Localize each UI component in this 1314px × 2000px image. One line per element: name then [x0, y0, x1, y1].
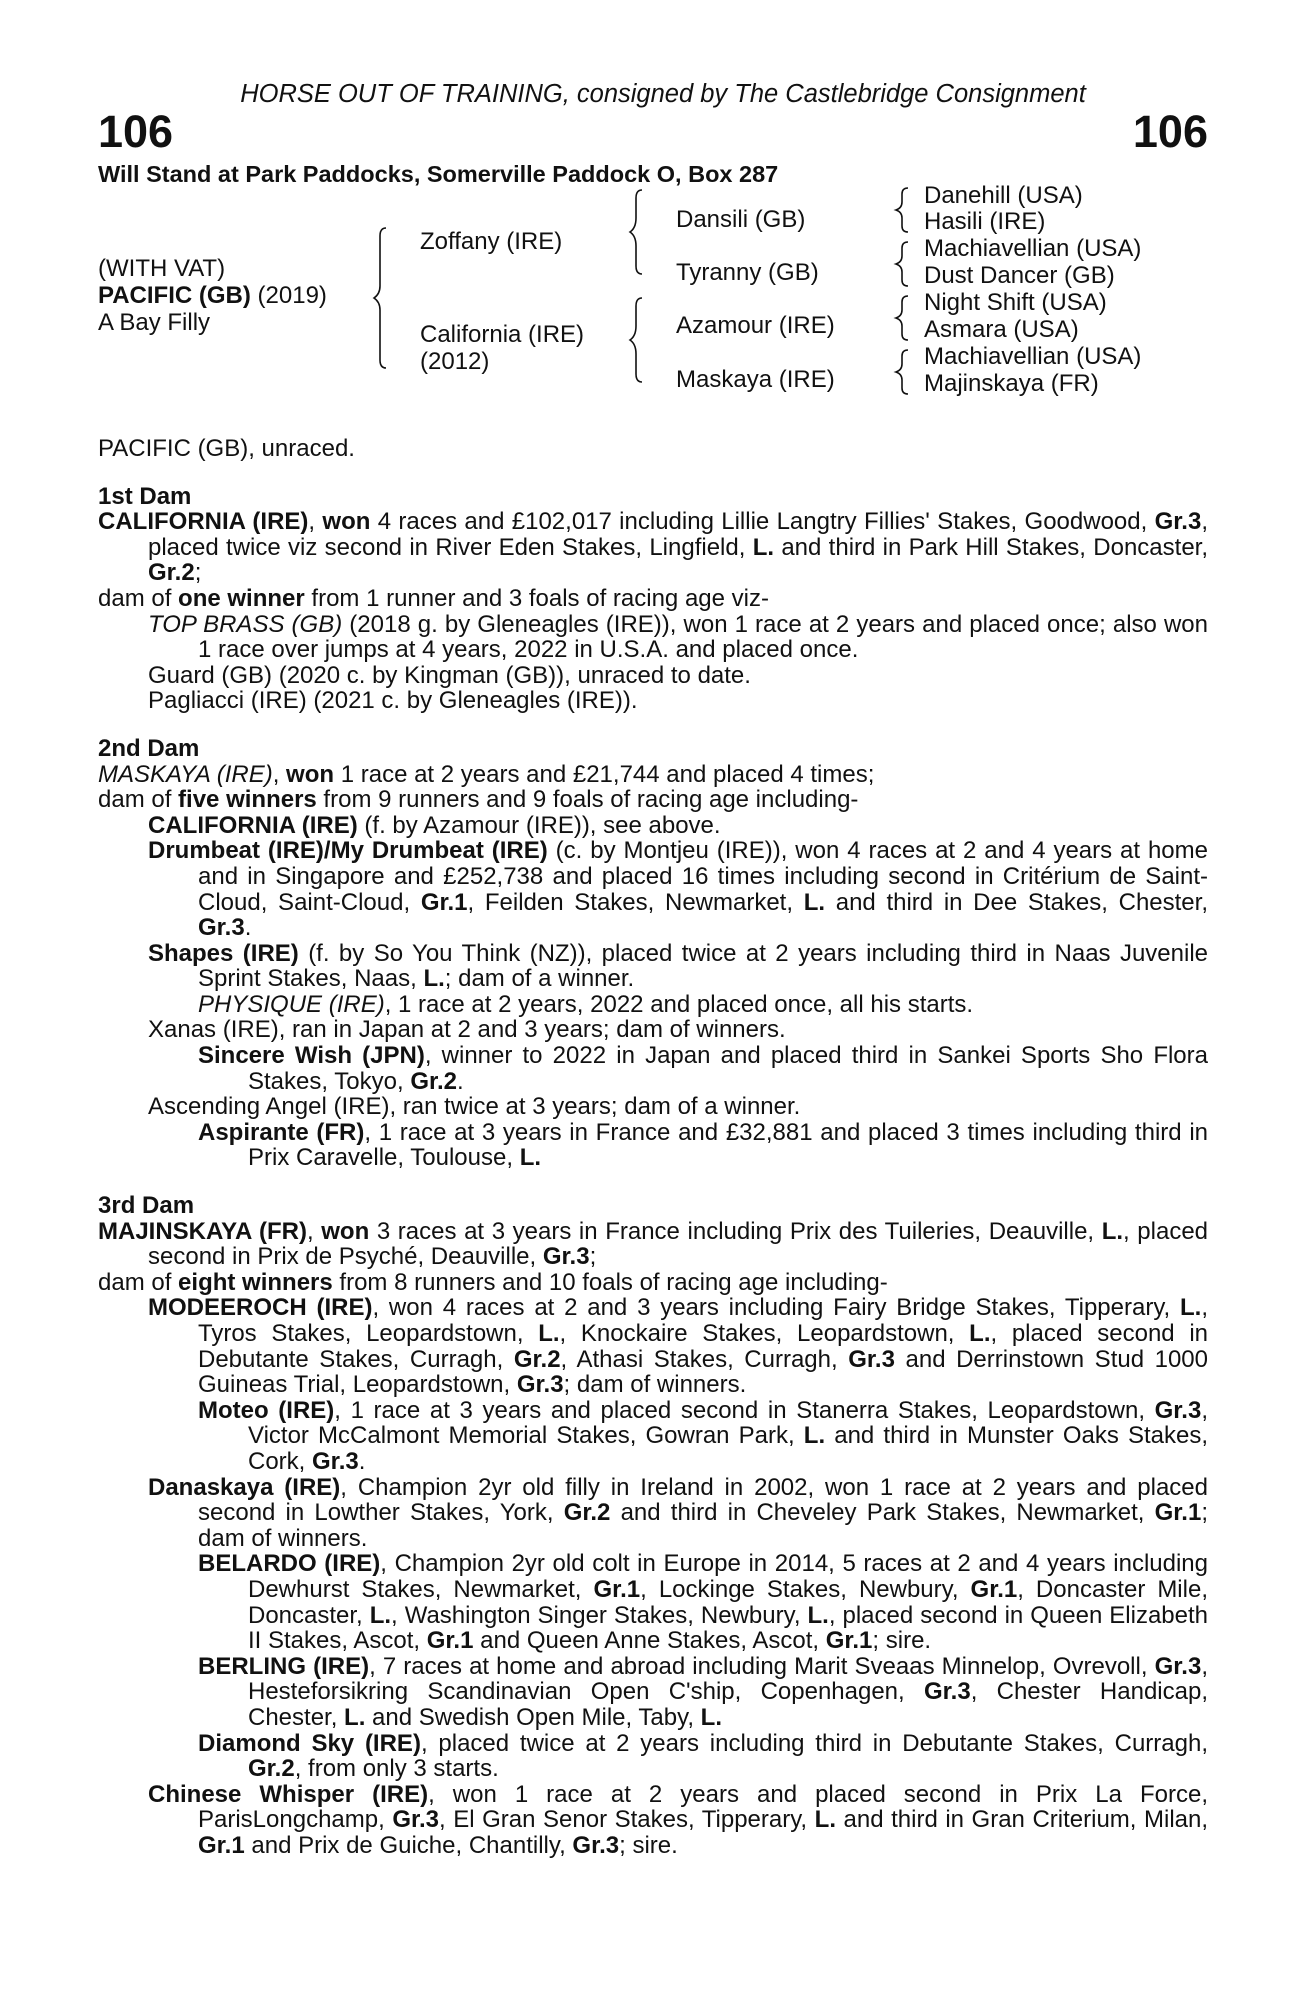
- lot-number-right: 106: [1132, 106, 1208, 157]
- dam-dam: Maskaya (IRE): [676, 366, 835, 393]
- horse-name: PACIFIC (GB): [98, 282, 251, 309]
- entry-text: dam of: [98, 786, 179, 814]
- grade-label: L.: [538, 1320, 560, 1347]
- produce-entry: [98, 1043, 1208, 1094]
- dsd: Asmara (USA): [924, 316, 1079, 343]
- entry-text: , placed second in Prix de Psyché, Deauville,: [148, 1217, 1209, 1271]
- grade-label: L.: [1101, 1217, 1124, 1245]
- entry-text: and Prix de Guiche, Chantilly,: [244, 1831, 573, 1859]
- grade-label: L.: [369, 1601, 392, 1629]
- sire-sire: Dansili (GB): [676, 206, 806, 233]
- consignment-line: HORSE OUT OF TRAINING, consigned by The Castlebridge Consignment: [240, 80, 1086, 108]
- catalogue-page: [98, 80, 1208, 1858]
- entry-text: from 1 runner and 3 foals of racing age viz-: [304, 584, 769, 612]
- grade-label: L.: [803, 888, 826, 916]
- stand-location: Will Stand at Park Paddocks, Somerville Paddock O, Box 287: [98, 161, 779, 187]
- entry-text: , 1 race at 2 years, 2022 and placed once, all his starts.: [384, 990, 974, 1018]
- grade-label: Gr.1: [970, 1575, 1018, 1603]
- entry-text: , Victor McCalmont Memorial Stakes, Gowran Park,: [248, 1396, 1208, 1450]
- entry-text: ,: [272, 760, 287, 788]
- grade-label: L.: [814, 1806, 836, 1834]
- produce-entry: Xanas (IRE), ran in Japan at 2 and 3 years; dam of winners.: [148, 1016, 786, 1044]
- entry-text: , won 1 race at 2 years and placed second in Prix La Force, ParisLongchamp,: [198, 1780, 1208, 1834]
- second-dam-entry: [98, 762, 1208, 788]
- dam-sire: Azamour (IRE): [676, 312, 835, 339]
- grade-label: Gr.3: [312, 1447, 359, 1475]
- produce-name: Shapes (IRE): [148, 939, 299, 967]
- entry-text: , Knockaire Stakes, Leopardstown,: [559, 1320, 970, 1347]
- entry-text: , Chester Handicap, Chester,: [248, 1678, 1209, 1731]
- grade-label: Gr.1: [198, 1831, 245, 1859]
- entry-text: , Lockinge Stakes, Newbury,: [640, 1575, 971, 1603]
- grade-label: Gr.2: [563, 1499, 611, 1527]
- grade-label: Gr.3: [542, 1243, 590, 1271]
- entry-text: (f. by Azamour (IRE)), see above.: [357, 811, 721, 839]
- won-label: won: [322, 508, 371, 536]
- produce-entry: [98, 1731, 1208, 1782]
- entry-text: dam of: [98, 584, 179, 612]
- entry-text: , Champion 2yr old filly in Ireland in 2002, won 1 race at 2 years and placed second in Lowther Stakes, York,: [198, 1473, 1208, 1527]
- pedigree-chart: [98, 182, 1208, 433]
- entry-text: , placed twice at 2 years including third in Debutante Stakes, Curragh,: [420, 1729, 1208, 1757]
- entry-text: , Doncaster Mile, Doncaster,: [248, 1575, 1208, 1629]
- produce-entry: [98, 1654, 1208, 1731]
- dss: Night Shift (USA): [924, 289, 1107, 316]
- entry-text: , from only 3 starts.: [294, 1755, 499, 1783]
- entry-text: , placed second in Queen Elizabeth II Stakes, Ascot,: [248, 1601, 1209, 1655]
- grade-label: Gr.3: [848, 1345, 895, 1373]
- entry-text: , Tyros Stakes, Leopardstown,: [198, 1294, 1208, 1347]
- third-dam-produce-summary: [98, 1270, 1208, 1296]
- grade-label: Gr.3: [923, 1678, 971, 1706]
- produce-entry: Pagliacci (IRE) (2021 c. by Gleneagles (IRE)).: [148, 687, 638, 715]
- horse-name-line: [98, 282, 327, 309]
- sds: Machiavellian (USA): [924, 235, 1142, 262]
- first-dam-produce-summary: [98, 586, 1208, 612]
- entry-text: , 1 race at 3 years and placed second in Stanerra Stakes, Leopardstown,: [334, 1396, 1155, 1424]
- produce-name: Moteo (IRE): [198, 1396, 335, 1424]
- entry-text: , 1 race at 3 years in France and £32,881 and placed 3 times including third in Prix Caravelle, Toulouse,: [248, 1118, 1208, 1172]
- first-dam-heading: 1st Dam: [98, 482, 192, 510]
- produce-name: Sincere Wish (JPN): [198, 1042, 425, 1070]
- grade-label: Gr.3: [198, 914, 245, 942]
- entry-text: and Derrinstown Stud 1000 Guineas Trial, Leopardstown,: [198, 1345, 1209, 1399]
- entry-text: .: [457, 1067, 464, 1095]
- dam-name: CALIFORNIA (IRE): [98, 508, 309, 536]
- produce-entry: [98, 1398, 1208, 1475]
- winners-count: eight winners: [178, 1268, 333, 1296]
- grade-label: Gr.1: [1154, 1499, 1202, 1527]
- entry-text: ; dam of winners.: [198, 1499, 1208, 1552]
- lot-number-row: [98, 105, 1208, 159]
- entry-text: , 7 races at home and abroad including Marit Sveaas Minnelop, Ovrevoll,: [369, 1652, 1155, 1680]
- produce-name: Diamond Sky (IRE): [198, 1729, 421, 1757]
- dam-name: MASKAYA (IRE): [98, 760, 273, 788]
- dds: Machiavellian (USA): [924, 343, 1142, 370]
- dam: California (IRE): [420, 321, 585, 348]
- lot-number-left: 106: [98, 106, 174, 157]
- entry-text: .: [244, 914, 252, 942]
- entry-text: and third in Munster Oaks Stakes, Cork,: [248, 1422, 1208, 1475]
- third-dam-entry: [98, 1219, 1208, 1270]
- entry-text: , El Gran Senor Stakes, Tipperary,: [439, 1806, 815, 1834]
- grade-label: L.: [807, 1601, 829, 1629]
- grade-label: L.: [1180, 1294, 1202, 1322]
- entry-text: , Washington Singer Stakes, Newbury,: [391, 1601, 808, 1629]
- produce-name: BERLING (IRE): [198, 1652, 370, 1680]
- entry-text: ;: [194, 559, 202, 587]
- produce-entry: Ascending Angel (IRE), ran twice at 3 years; dam of a winner.: [148, 1093, 801, 1121]
- entry-text: and third in Gran Criterium, Milan,: [835, 1806, 1209, 1834]
- entry-text: , placed second in Debutante Stakes, Curragh,: [198, 1320, 1208, 1373]
- third-dam-heading: 3rd Dam: [98, 1192, 195, 1220]
- winners-count: five winners: [178, 786, 317, 814]
- entry-text: (2018 g. by Gleneagles (IRE)), won 1 race at 2 years and placed once; also won 1 race over jumps at 4 years, 2022 in U.S.A. and placed once.: [198, 610, 1208, 664]
- dam-name: MAJINSKAYA (FR): [98, 1217, 307, 1245]
- entry-text: ;: [589, 1243, 597, 1271]
- grade-label: Gr.3: [392, 1806, 440, 1834]
- entry-text: 3 races at 3 years in France including Prix des Tuileries, Deauville,: [369, 1217, 1102, 1245]
- grade-label: Gr.1: [593, 1575, 641, 1603]
- grade-label: L.: [519, 1144, 542, 1172]
- entry-text: and third in Dee Stakes, Chester,: [825, 888, 1208, 916]
- produce-name: MODEEROCH (IRE): [148, 1294, 373, 1322]
- produce-name: TOP BRASS (GB): [148, 610, 343, 638]
- produce-entry: [98, 1782, 1208, 1859]
- entry-text: , winner to 2022 in Japan and placed third in Sankei Sports Sho Flora Stakes, Tokyo,: [248, 1042, 1208, 1095]
- second-dam-produce-summary: [98, 787, 1208, 813]
- grade-label: Gr.3: [1154, 1396, 1202, 1424]
- produce-name: PHYSIQUE (IRE): [198, 990, 385, 1018]
- grade-label: Gr.1: [825, 1627, 873, 1655]
- sire-dam: Tyranny (GB): [676, 259, 819, 286]
- sss: Danehill (USA): [924, 182, 1083, 209]
- second-dam-heading: 2nd Dam: [98, 734, 200, 762]
- produce-entry: [98, 992, 1208, 1018]
- entry-text: , won 4 races at 2 and 3 years including Fairy Bridge Stakes, Tipperary,: [372, 1294, 1180, 1322]
- grade-label: L.: [969, 1320, 991, 1347]
- sdd: Dust Dancer (GB): [924, 262, 1115, 289]
- entry-text: from 9 runners and 9 foals of racing age including-: [316, 786, 859, 814]
- horse-year: (2019): [257, 282, 327, 309]
- entry-text: , Feilden Stakes, Newmarket,: [467, 888, 804, 916]
- won-label: won: [321, 1217, 370, 1245]
- ssd: Hasili (IRE): [924, 208, 1046, 235]
- dam-year: (2012): [420, 348, 490, 375]
- entry-text: , Athasi Stakes, Curragh,: [560, 1345, 849, 1373]
- grade-label: Gr.1: [426, 1627, 474, 1655]
- grade-label: Gr.2: [248, 1755, 295, 1783]
- entry-text: ; dam of a winner.: [444, 965, 635, 993]
- entry-text: (f. by So You Think (NZ)), placed twice at 2 years including third in Naas Juvenile Sprint Stakes, Naas,: [198, 939, 1209, 993]
- entry-text: ,: [306, 1217, 322, 1245]
- grade-label: L.: [700, 1703, 722, 1731]
- produce-name: Aspirante (FR): [198, 1118, 365, 1146]
- winners-count: one winner: [178, 584, 305, 612]
- entry-text: ; sire.: [872, 1627, 932, 1655]
- entry-text: from 8 runners and 10 foals of racing age including-: [332, 1268, 888, 1296]
- produce-entry: [98, 1475, 1208, 1552]
- vat-note: (WITH VAT): [98, 255, 226, 282]
- produce-entry: [98, 838, 1208, 940]
- entry-text: 4 races and £102,017 including Lillie Langtry Fillies' Stakes, Goodwood,: [370, 508, 1155, 536]
- sire: Zoffany (IRE): [420, 228, 563, 255]
- grade-label: L.: [423, 965, 445, 993]
- entry-text: , Hesteforsikring Scandinavian Open C'ship, Copenhagen,: [248, 1652, 1208, 1706]
- grade-label: L.: [344, 1703, 366, 1731]
- entry-text: 1 race at 2 years and £21,744 and placed 4 times;: [334, 760, 875, 788]
- grade-label: Gr.3: [516, 1371, 564, 1399]
- grade-label: L.: [803, 1422, 826, 1450]
- produce-name: Danaskaya (IRE): [148, 1473, 341, 1501]
- won-label: won: [286, 760, 335, 788]
- produce-entry: [98, 1120, 1208, 1171]
- produce-name: Chinese Whisper (IRE): [148, 1780, 429, 1808]
- produce-entry: [98, 941, 1208, 992]
- ddd: Majinskaya (FR): [924, 370, 1099, 397]
- entry-text: dam of: [98, 1268, 179, 1296]
- grade-label: Gr.2: [410, 1067, 458, 1095]
- entry-text: , placed twice viz second in River Eden Stakes, Lingfield,: [148, 508, 1208, 561]
- produce-entry: [98, 1551, 1208, 1653]
- entry-text: (c. by Montjeu (IRE)), won 4 races at 2 and 4 years at home and in Singapore and £252,738 and placed 16 times including second in Critérium de Saint-Cloud, Saint-Cloud,: [198, 837, 1208, 916]
- horse-description: A Bay Filly: [98, 309, 211, 336]
- first-dam-entry: CALIFORNIA (IRE), won 4 races and £102,017 including Lillie Langtry Fillies' Stakes, Goodwood, Gr.3, placed twice viz second in River Eden Stakes, Lingfield, L. and third in Park Hill Stakes, Doncaster, Gr.2;: [98, 508, 1209, 587]
- produce-record: [98, 436, 1208, 1858]
- produce-entry: [98, 813, 1208, 839]
- entry-text: .: [358, 1447, 366, 1475]
- produce-entry: [98, 1295, 1208, 1397]
- produce-name: BELARDO (IRE): [198, 1550, 381, 1578]
- produce-entry: Guard (GB) (2020 c. by Kingman (GB)), unraced to date.: [148, 661, 751, 689]
- grade-label: Gr.2: [513, 1345, 561, 1373]
- produce-name: Drumbeat (IRE)/My Drumbeat (IRE): [148, 837, 548, 865]
- entry-text: ; sire.: [619, 1831, 678, 1859]
- unraced-note: PACIFIC (GB), unraced.: [98, 435, 355, 462]
- grade-label: Gr.2: [148, 559, 195, 587]
- grade-label: Gr.3: [1154, 1652, 1202, 1680]
- grade-label: Gr.1: [420, 888, 468, 916]
- entry-text: , Champion 2yr old colt in Europe in 2014, 5 races at 2 and 4 years including Dewhurst Stakes, Newmarket,: [248, 1550, 1209, 1603]
- entry-text: and third in Park Hill Stakes, Doncaster,: [774, 533, 1209, 561]
- produce-entry: [98, 612, 1208, 663]
- entry-text: ; dam of winners.: [563, 1371, 747, 1399]
- grade-label: Gr.3: [1154, 508, 1202, 536]
- entry-text: and third in Cheveley Park Stakes, Newmarket,: [610, 1499, 1155, 1527]
- grade-label: L.: [752, 533, 775, 561]
- entry-text: and Queen Anne Stakes, Ascot,: [473, 1627, 826, 1655]
- produce-name: CALIFORNIA (IRE): [148, 811, 358, 839]
- entry-text: and Swedish Open Mile, Taby,: [365, 1703, 701, 1731]
- grade-label: Gr.3: [572, 1831, 620, 1859]
